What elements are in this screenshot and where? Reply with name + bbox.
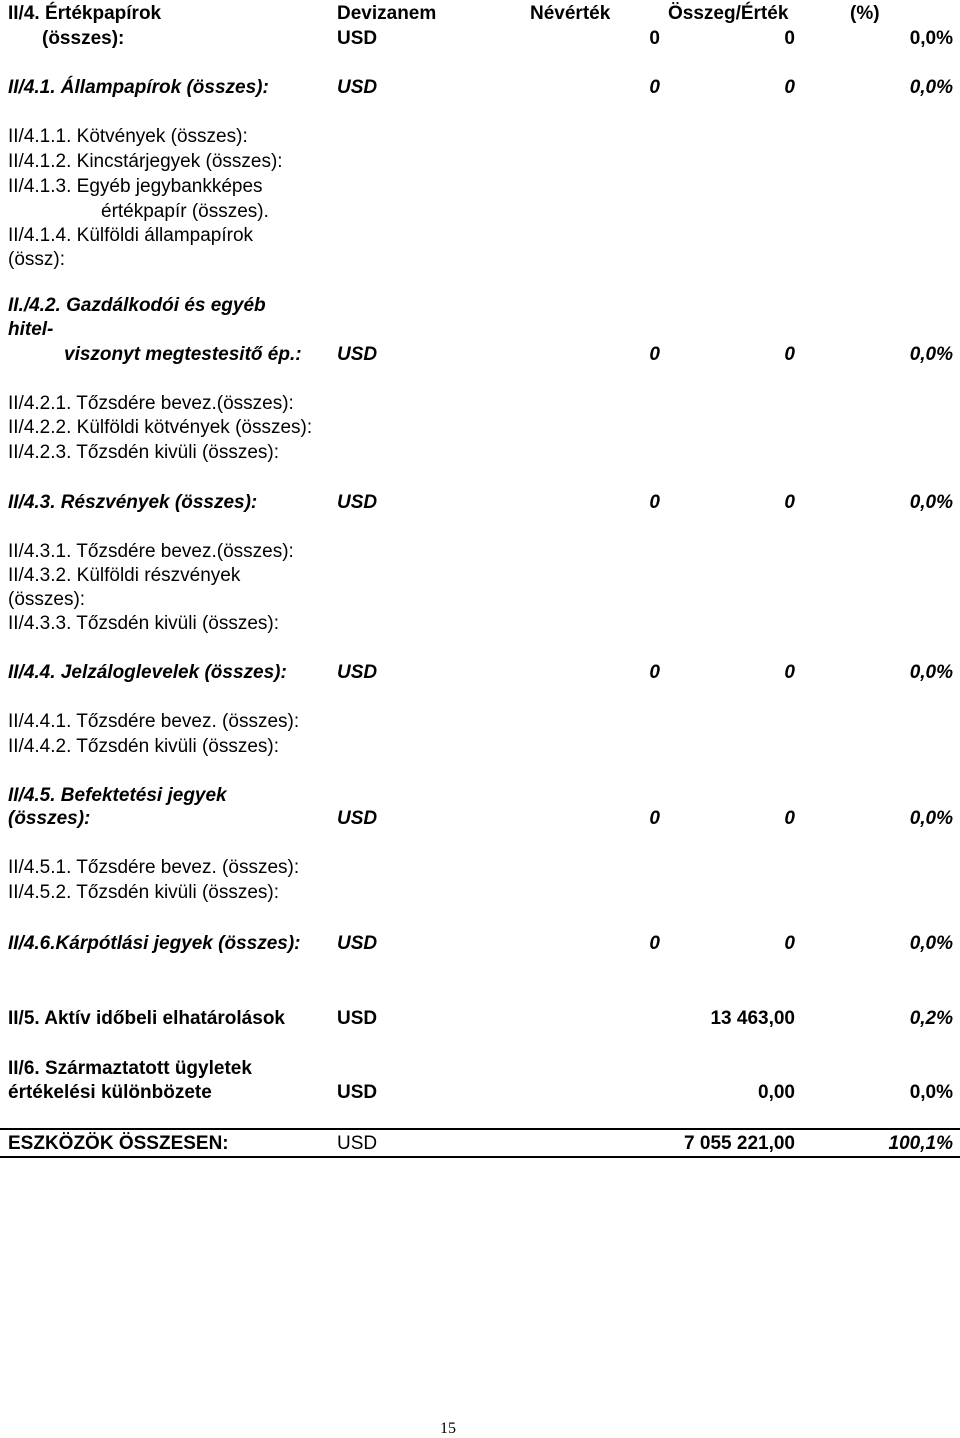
sec-43-item: II/4.3.2. Külföldi részvények <box>8 565 241 586</box>
sec-5-label: II/5. Aktív időbeli elhatárolások <box>8 1008 285 1029</box>
sec-42-label-line2: hitel- <box>8 319 54 340</box>
sec-45-item: II/4.5.2. Tőzsdén kivüli (összes): <box>8 882 280 903</box>
total-top-rule <box>0 1128 960 1130</box>
sec-41-item: (össz): <box>8 249 65 270</box>
header-percent: 0,0% <box>909 28 953 49</box>
sec-5-amount: 13 463,00 <box>710 1008 795 1029</box>
sec-6-percent: 0,0% <box>909 1082 953 1103</box>
sec-45-percent: 0,0% <box>909 808 953 829</box>
sec-5-percent: 0,2% <box>909 1008 953 1029</box>
sec-41-item: II/4.1.4. Külföldi állampapírok <box>8 225 254 246</box>
sec-42-nominal: 0 <box>649 344 660 365</box>
sec-45-currency: USD <box>337 808 378 829</box>
sec-45-amount: 0 <box>784 808 795 829</box>
sec-41-item: értékpapír (összes). <box>101 201 269 222</box>
total-amount: 7 055 221,00 <box>684 1133 795 1154</box>
sec-41-currency: USD <box>337 77 378 98</box>
sec-41-amount: 0 <box>784 77 795 98</box>
header-nominal: 0 <box>649 28 660 49</box>
sec-42-item: II/4.2.3. Tőzsdén kivüli (összes): <box>8 442 280 463</box>
total-bottom-rule <box>0 1156 960 1158</box>
sec-43-item: II/4.3.3. Tőzsdén kivüli (összes): <box>8 613 280 634</box>
sec-43-item: (összes): <box>8 589 86 610</box>
sec-42-amount: 0 <box>784 344 795 365</box>
header-amount: 0 <box>784 28 795 49</box>
header-title-line2: (összes): <box>42 28 125 49</box>
sec-44-percent: 0,0% <box>909 662 953 683</box>
sec-45-item: II/4.5.1. Tőzsdére bevez. (összes): <box>8 857 300 878</box>
header-title-line1: II/4. Értékpapírok <box>8 3 162 24</box>
sec-42-label-line1: II./4.2. Gazdálkodói és egyéb <box>8 295 266 316</box>
sec-44-item: II/4.4.1. Tőzsdére bevez. (összes): <box>8 711 300 732</box>
page-number: 15 <box>440 1420 456 1437</box>
sec-41-label: II/4.1. Állampapírok (összes): <box>8 77 269 98</box>
sec-41-item: II/4.1.1. Kötvények (összes): <box>8 126 248 147</box>
total-percent: 100,1% <box>888 1133 953 1154</box>
sec-6-label-line2: értékelési különbözete <box>8 1082 212 1103</box>
sec-46-amount: 0 <box>784 933 795 954</box>
sec-44-nominal: 0 <box>649 662 660 683</box>
col-header-currency: Devizanem <box>337 3 437 24</box>
sec-43-nominal: 0 <box>649 492 660 513</box>
header-currency: USD <box>337 28 378 49</box>
col-header-amount: Összeg/Érték <box>668 3 789 24</box>
sec-44-item: II/4.4.2. Tőzsdén kivüli (összes): <box>8 736 280 757</box>
sec-43-currency: USD <box>337 492 378 513</box>
sec-41-nominal: 0 <box>649 77 660 98</box>
sec-42-item: II/4.2.2. Külföldi kötvények (összes): <box>8 417 313 438</box>
sec-46-currency: USD <box>337 933 378 954</box>
sec-44-amount: 0 <box>784 662 795 683</box>
total-label: ESZKÖZÖK ÖSSZESEN: <box>8 1133 229 1154</box>
sec-46-label: II/4.6.Kárpótlási jegyek (összes): <box>8 933 301 954</box>
sec-43-percent: 0,0% <box>909 492 953 513</box>
sec-6-currency: USD <box>337 1082 378 1103</box>
total-currency: USD <box>337 1133 378 1154</box>
sec-41-item: II/4.1.3. Egyéb jegybankképes <box>8 176 263 197</box>
sec-42-currency: USD <box>337 344 378 365</box>
sec-6-label-line1: II/6. Származtatott ügyletek <box>8 1058 252 1079</box>
col-header-nominal: Névérték <box>530 3 611 24</box>
sec-41-item: II/4.1.2. Kincstárjegyek (összes): <box>8 151 283 172</box>
sec-42-percent: 0,0% <box>909 344 953 365</box>
sec-5-currency: USD <box>337 1008 378 1029</box>
sec-43-item: II/4.3.1. Tőzsdére bevez.(összes): <box>8 541 294 562</box>
sec-46-percent: 0,0% <box>909 933 953 954</box>
sec-46-nominal: 0 <box>649 933 660 954</box>
col-header-percent: (%) <box>850 3 880 24</box>
sec-45-label-line2: (összes): <box>8 808 91 829</box>
sec-41-percent: 0,0% <box>909 77 953 98</box>
sec-44-currency: USD <box>337 662 378 683</box>
sec-45-label-line1: II/4.5. Befektetési jegyek <box>8 785 227 806</box>
sec-45-nominal: 0 <box>649 808 660 829</box>
sec-43-amount: 0 <box>784 492 795 513</box>
sec-44-label: II/4.4. Jelzáloglevelek (összes): <box>8 662 287 683</box>
sec-43-label: II/4.3. Részvények (összes): <box>8 492 258 513</box>
sec-42-item: II/4.2.1. Tőzsdére bevez.(összes): <box>8 393 294 414</box>
sec-6-amount: 0,00 <box>758 1082 795 1103</box>
sec-42-label-line3: viszonyt megtestesitő ép.: <box>64 344 302 365</box>
